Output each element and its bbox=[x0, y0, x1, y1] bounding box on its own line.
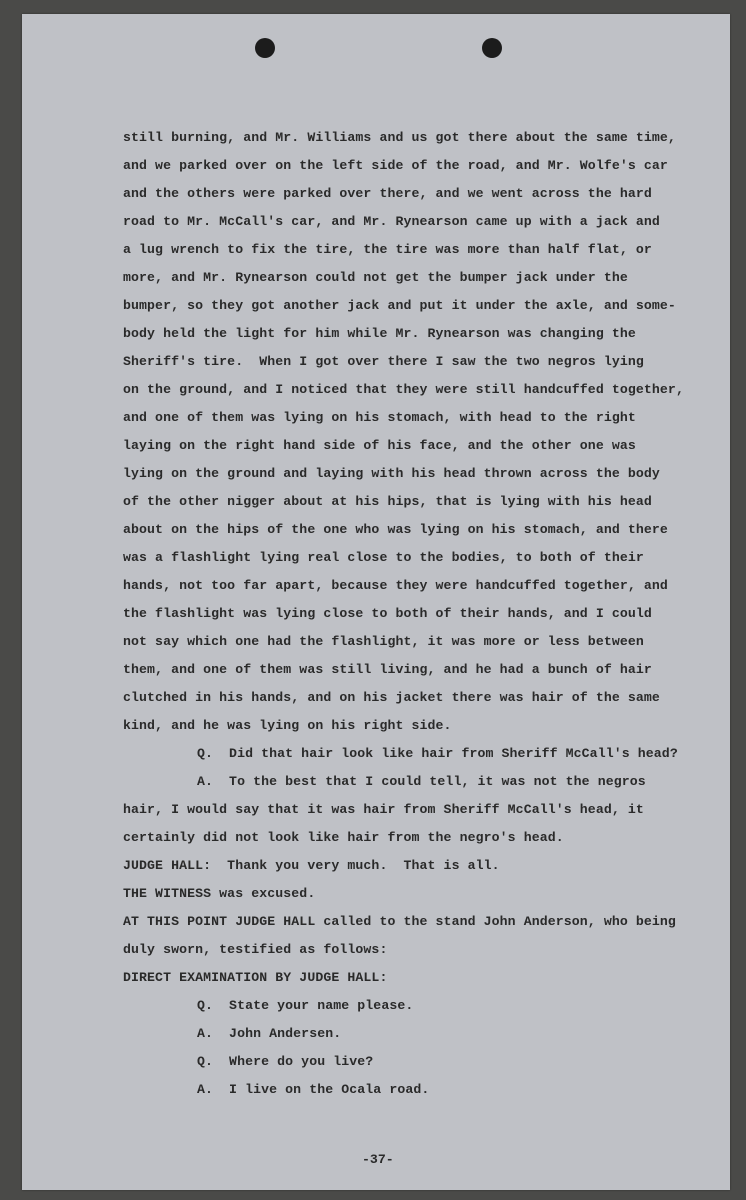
punch-hole-left bbox=[255, 38, 275, 58]
answer-line: A. John Andersen. bbox=[197, 1026, 342, 1041]
text-line: about on the hips of the one who was lying on his stomach, and there bbox=[123, 522, 668, 537]
text-line: not say which one had the flashlight, it was more or less between bbox=[123, 634, 644, 649]
text-line: and we parked over on the left side of the road, and Mr. Wolfe's car bbox=[123, 158, 668, 173]
text-line: them, and one of them was still living, and he had a bunch of hair bbox=[123, 662, 652, 677]
text-line: AT THIS POINT JUDGE HALL called to the stand John Anderson, who being bbox=[123, 914, 676, 929]
text-line: body held the light for him while Mr. Rynearson was changing the bbox=[123, 326, 636, 341]
text-line: of the other nigger about at his hips, that is lying with his head bbox=[123, 494, 652, 509]
text-line: the flashlight was lying close to both of their hands, and I could bbox=[123, 606, 652, 621]
text-line: THE WITNESS was excused. bbox=[123, 886, 316, 901]
text-line: Sheriff's tire. When I got over there I saw the two negros lying bbox=[123, 354, 644, 369]
speaker-line: JUDGE HALL: Thank you very much. That is all. bbox=[123, 858, 500, 873]
text-line: bumper, so they got another jack and put it under the axle, and some- bbox=[123, 298, 676, 313]
document-page bbox=[22, 14, 730, 1190]
text-line: and the others were parked over there, and we went across the hard bbox=[123, 186, 652, 201]
text-line: laying on the right hand side of his face, and the other one was bbox=[123, 438, 636, 453]
question-line: Q. Did that hair look like hair from Sheriff McCall's head? bbox=[197, 746, 678, 761]
text-line: road to Mr. McCall's car, and Mr. Rynearson came up with a jack and bbox=[123, 214, 660, 229]
text-line: duly sworn, testified as follows: bbox=[123, 942, 388, 957]
text-line: hands, not too far apart, because they were handcuffed together, and bbox=[123, 578, 668, 593]
question-line: Q. Where do you live? bbox=[197, 1054, 374, 1069]
text-line: more, and Mr. Rynearson could not get the bumper jack under the bbox=[123, 270, 628, 285]
text-line: a lug wrench to fix the tire, the tire was more than half flat, or bbox=[123, 242, 652, 257]
text-line: on the ground, and I noticed that they were still handcuffed together, bbox=[123, 382, 684, 397]
section-heading: DIRECT EXAMINATION BY JUDGE HALL: bbox=[123, 970, 388, 985]
text-line: and one of them was lying on his stomach, with head to the right bbox=[123, 410, 636, 425]
text-line: still burning, and Mr. Williams and us got there about the same time, bbox=[123, 130, 676, 145]
text-line: clutched in his hands, and on his jacket there was hair of the same bbox=[123, 690, 660, 705]
text-line: kind, and he was lying on his right side. bbox=[123, 718, 452, 733]
text-line: hair, I would say that it was hair from Sheriff McCall's head, it bbox=[123, 802, 644, 817]
punch-hole-right bbox=[482, 38, 502, 58]
page-number: -37- bbox=[362, 1152, 394, 1167]
text-line: certainly did not look like hair from the negro's head. bbox=[123, 830, 564, 845]
question-line: Q. State your name please. bbox=[197, 998, 414, 1013]
answer-line: A. I live on the Ocala road. bbox=[197, 1082, 430, 1097]
answer-line: A. To the best that I could tell, it was not the negros bbox=[197, 774, 646, 789]
text-line: lying on the ground and laying with his head thrown across the body bbox=[123, 466, 660, 481]
text-line: was a flashlight lying real close to the bodies, to both of their bbox=[123, 550, 644, 565]
